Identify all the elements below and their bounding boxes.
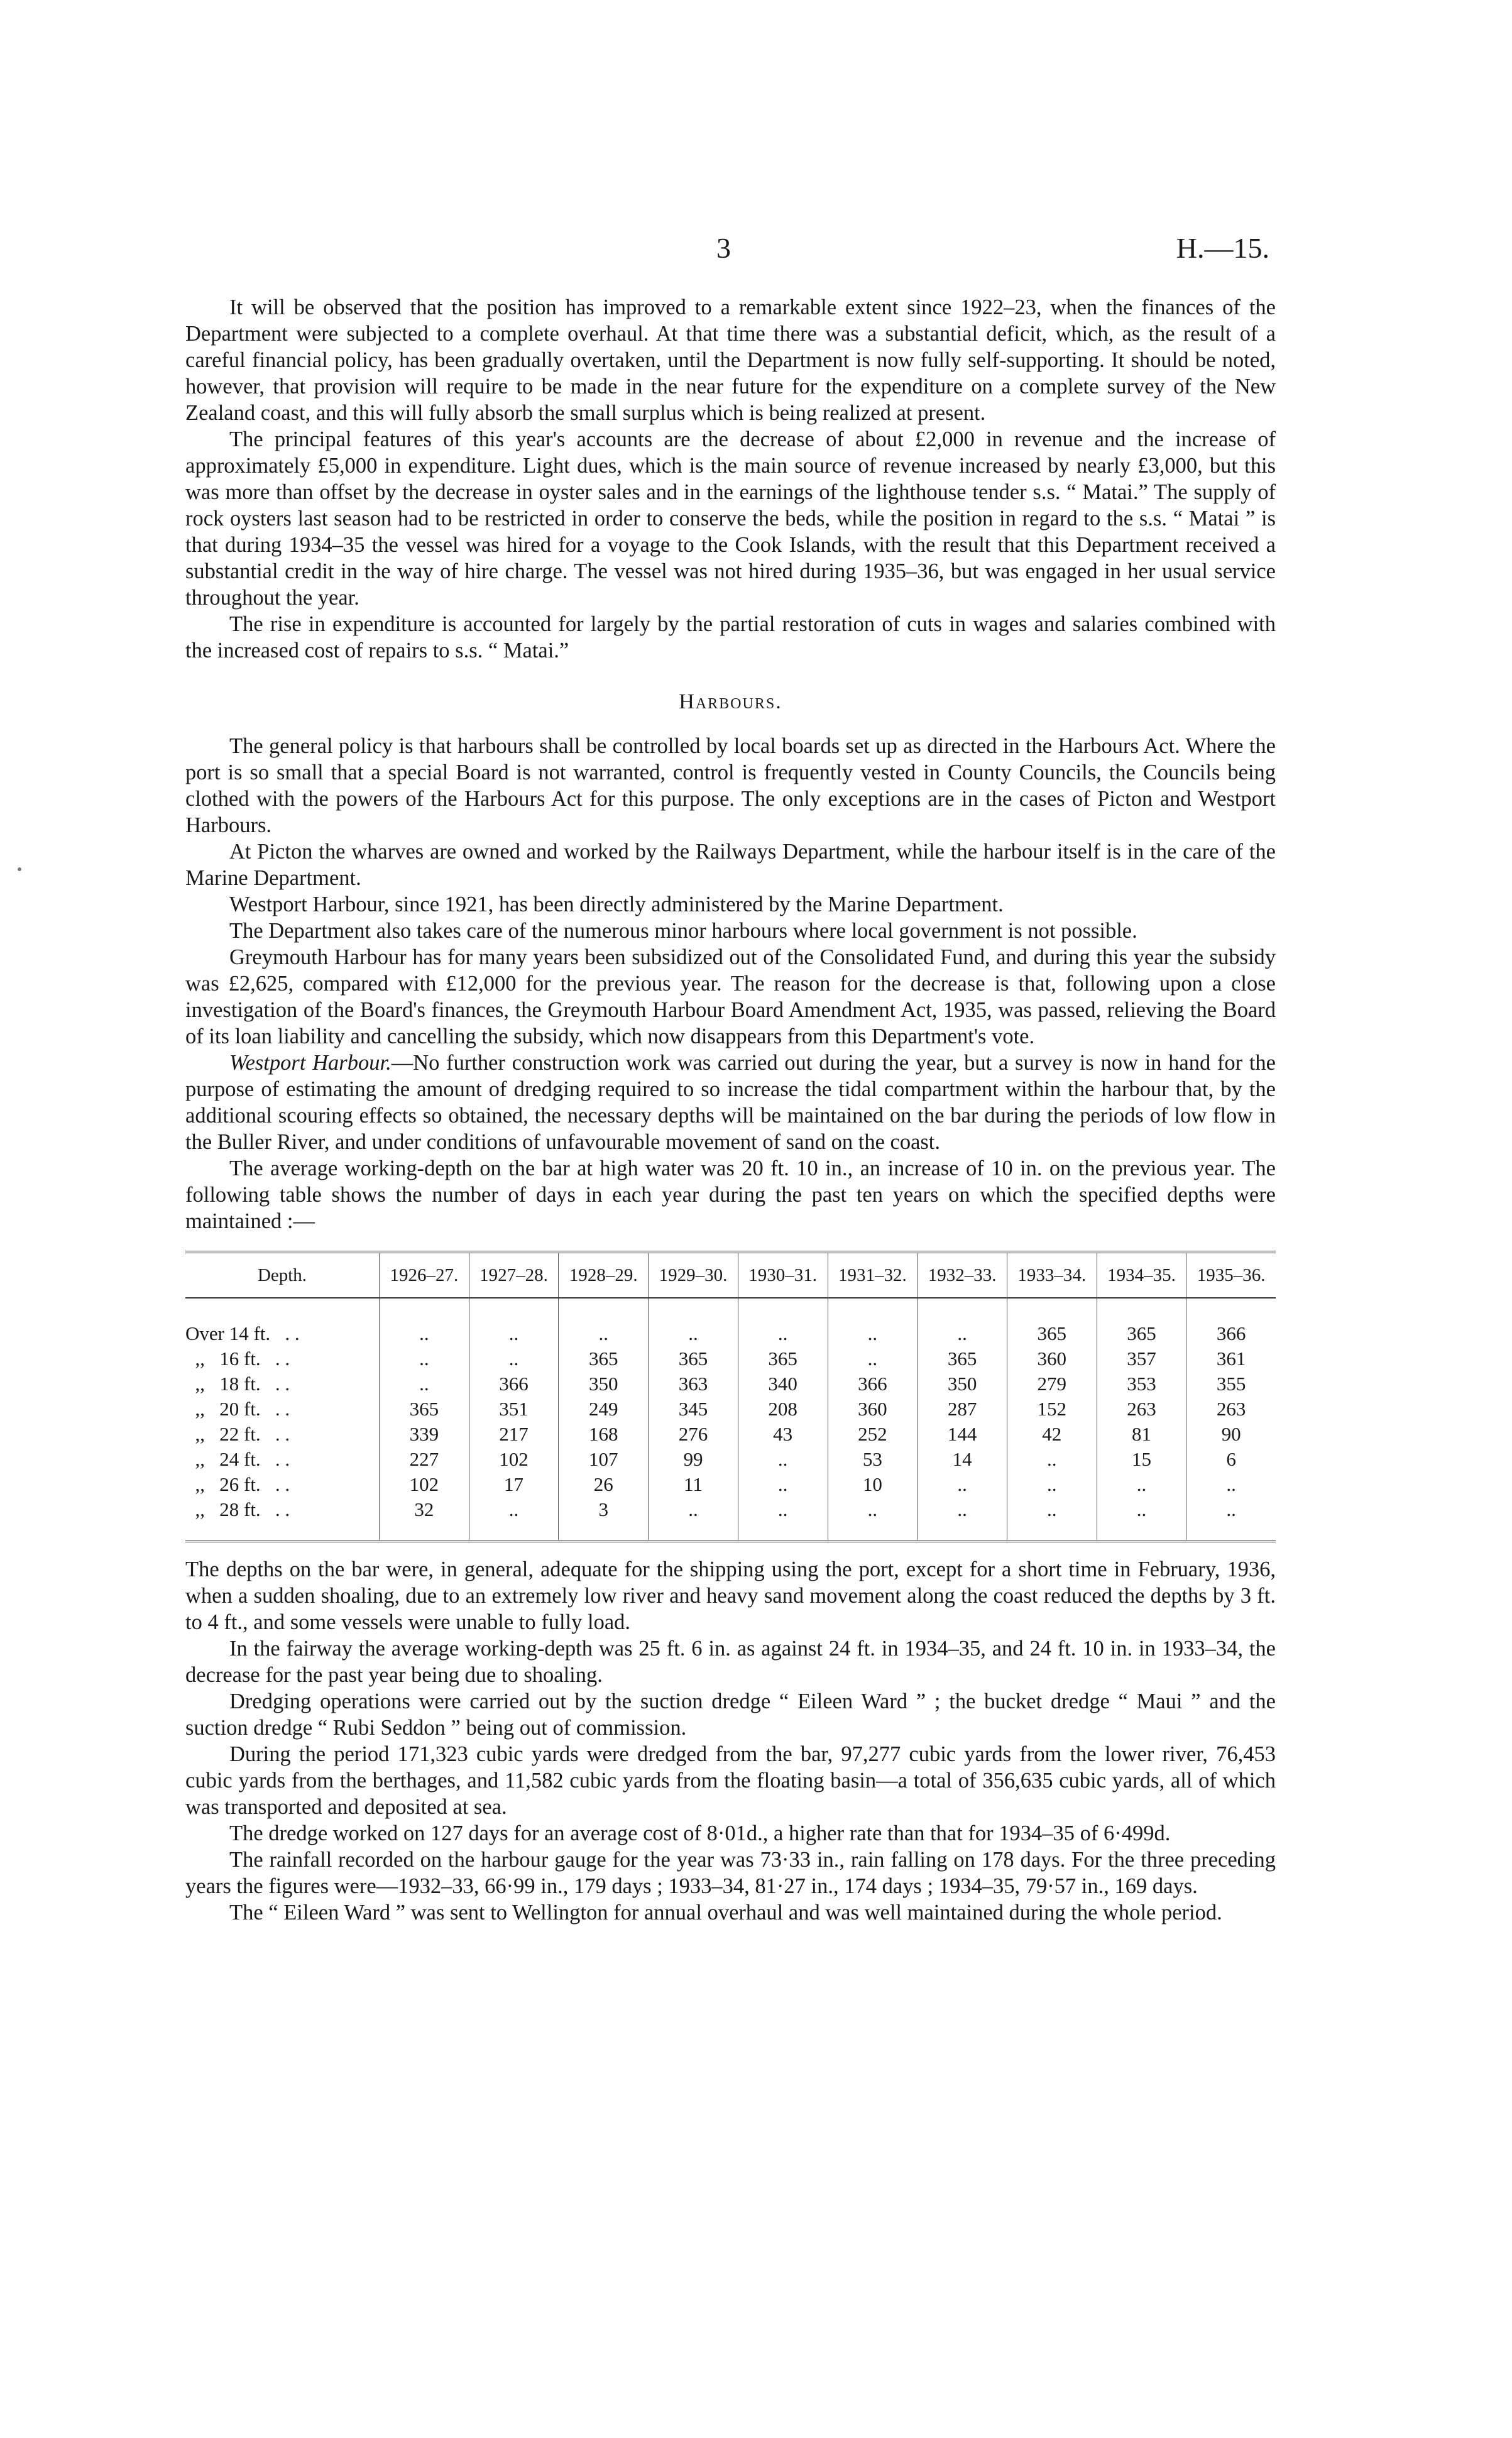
days-cell: .. <box>918 1497 1007 1541</box>
table-row <box>185 1371 1276 1397</box>
days-cell: 53 <box>828 1447 918 1472</box>
depth-label-cell: ,, 20 ft. . . <box>185 1398 290 1420</box>
days-cell: .. <box>380 1346 469 1371</box>
column-header: 1931–32. <box>828 1252 918 1298</box>
westport-lead: Westport Harbour. <box>229 1051 392 1075</box>
post-table-paragraph: During the period 171,323 cubic yards were dredged from the bar, 97,277 cubic yards from the lower river, 76,453 cubic yards from the berthages, and 11,582 cubic yards from the floating basin—a total of 356,635 cubic yards, all of which was transported and deposited at sea. <box>185 1742 1276 1819</box>
depth-label-cell: Over 14 ft. . . <box>185 1322 300 1344</box>
days-cell: 10 <box>828 1472 918 1497</box>
days-cell: .. <box>649 1497 738 1541</box>
days-cell: .. <box>738 1497 828 1541</box>
days-cell: .. <box>469 1346 559 1371</box>
harbours-paragraph: The general policy is that harbours shall be controlled by local boards set up as directed in the Harbours Act. Where the port is so small that a special Board is not warranted, control is frequently vested in County Councils, the Councils being clothed with the powers of the Harbours Act for this purpose. The only exceptions are in the cases of Picton and Westport Harbours. <box>185 734 1276 837</box>
page-body <box>185 294 1276 1926</box>
post-table-paragraph: Dredging operations were carried out by the suction dredge “ Eileen Ward ” ; the bucket dredge “ Maui ” and the suction dredge “ Rubi Seddon ” being out of commission. <box>185 1689 1276 1740</box>
page-header <box>0 231 1512 269</box>
days-cell: 360 <box>1007 1346 1097 1371</box>
days-cell: .. <box>649 1321 738 1346</box>
days-cell: 217 <box>469 1422 559 1447</box>
post-table-paragraph: In the fairway the average working-depth was 25 ft. 6 in. as against 24 ft. in 1934–35, and 24 ft. 10 in. in 1933–34, the decrease for the past year being due to shoaling. <box>185 1637 1276 1687</box>
days-cell: 152 <box>1007 1397 1097 1422</box>
days-cell: .. <box>559 1321 649 1346</box>
days-cell: 81 <box>1097 1422 1186 1447</box>
days-cell: 6 <box>1186 1447 1276 1472</box>
table-row <box>185 1497 1276 1541</box>
depth-label-cell: ,, 22 ft. . . <box>185 1423 290 1445</box>
days-cell: .. <box>1097 1472 1186 1497</box>
days-cell: 276 <box>649 1422 738 1447</box>
days-cell: 102 <box>469 1447 559 1472</box>
table-row <box>185 1397 1276 1422</box>
days-cell: 227 <box>380 1447 469 1472</box>
post-table-paragraph: The “ Eileen Ward ” was sent to Wellington for annual overhaul and was well maintained during the whole period. <box>229 1901 1222 1925</box>
days-cell: .. <box>469 1321 559 1346</box>
harbours-paragraph: Greymouth Harbour has for many years been subsidized out of the Consolidated Fund, and during this year the subsidy was £2,625, compared with £12,000 for the previous year. The reason for the decrease is that, following upon a close investigation of the Board's finances, the Greymouth Harbour Board Amendment Act, 1935, was passed, relieving the Board of its loan liability and cancelling the subsidy, which now disappears from this Department's vote. <box>185 945 1276 1048</box>
post-table-paragraph: The dredge worked on 127 days for an average cost of 8·01d., a higher rate than that for 1934–35 of 6·499d. <box>229 1821 1171 1845</box>
days-cell: 252 <box>828 1422 918 1447</box>
days-cell: .. <box>380 1321 469 1346</box>
westport-text: —No further construction work was carried out during the year, but a survey is now in hand for the purpose of estimating the amount of dredging required to so increase the tidal compartment within the harbour that, by the additional scouring effects so obtained, the necessary depths will be maintained on the bar during the periods of low flow in the Buller River, and under conditions of unfavourable movement of sand on the coast. <box>185 1051 1276 1154</box>
days-cell: 340 <box>738 1371 828 1397</box>
table-header-row <box>185 1252 1276 1298</box>
days-cell: 90 <box>1186 1422 1276 1447</box>
days-cell: 279 <box>1007 1371 1097 1397</box>
days-cell: 26 <box>559 1472 649 1497</box>
days-cell: 365 <box>559 1346 649 1371</box>
harbours-heading: Harbours. <box>679 690 782 713</box>
days-cell: .. <box>380 1371 469 1397</box>
days-cell: 102 <box>380 1472 469 1497</box>
column-header: 1934–35. <box>1097 1252 1186 1298</box>
days-cell: 365 <box>738 1346 828 1371</box>
days-cell: 365 <box>1097 1321 1186 1346</box>
days-cell: .. <box>1007 1447 1097 1472</box>
table-spacer-row <box>185 1298 1276 1321</box>
column-header: Depth. <box>185 1252 380 1298</box>
intro-paragraph: The principal features of this year's accounts are the decrease of about £2,000 in revenue and the increase of approximately £5,000 in expenditure. Light dues, which is the main source of revenue increased by nearly £3,000, but this was more than offset by the decrease in oyster sales and in the earnings of the lighthouse tender s.s. “ Matai.” The supply of rock oysters last season had to be restricted in order to conserve the beds, while the position in regard to the s.s. “ Matai ” is that during 1934–35 the vessel was hired for a voyage to the Cook Islands, with the result that this Department received a substantial credit in the way of hire charge. The vessel was not hired during 1935–36, but was engaged in her usual service throughout the year. <box>185 427 1276 610</box>
days-cell: 360 <box>828 1397 918 1422</box>
days-cell: 14 <box>918 1447 1007 1472</box>
depth-label-cell: ,, 24 ft. . . <box>185 1448 290 1470</box>
days-cell: 350 <box>559 1371 649 1397</box>
table-row <box>185 1321 1276 1346</box>
harbours-paragraph: The Department also takes care of the numerous minor harbours where local government is not possible. <box>229 919 1137 943</box>
days-cell: 339 <box>380 1422 469 1447</box>
days-cell: 361 <box>1186 1346 1276 1371</box>
harbours-paragraph: At Picton the wharves are owned and worked by the Railways Department, while the harbour itself is in the care of the Marine Department. <box>185 840 1276 890</box>
scan-speck <box>18 867 21 871</box>
post-table-paragraph: The rainfall recorded on the harbour gauge for the year was 73·33 in., rain falling on 178 days. For the three preceding years the figures were—1932–33, 66·99 in., 179 days ; 1933–34, 81·27 in., 174 days ; 1934–35, 79·57 in., 169 days. <box>185 1848 1276 1898</box>
days-cell: .. <box>918 1321 1007 1346</box>
days-cell: 99 <box>649 1447 738 1472</box>
table-row <box>185 1346 1276 1371</box>
days-cell: 366 <box>1186 1321 1276 1346</box>
post-table-paragraph: The depths on the bar were, in general, adequate for the shipping using the port, except for a short time in February, 1936, when a sudden shoaling, due to an extremely low river and heavy sand movement along the coast reduced the depths by 3 ft. to 4 ft., and some vessels were unable to fully load. <box>185 1557 1276 1634</box>
days-cell: .. <box>828 1321 918 1346</box>
days-cell: .. <box>1007 1497 1097 1541</box>
days-cell: .. <box>738 1321 828 1346</box>
document-reference: H.—15. <box>1176 232 1269 264</box>
days-cell: 17 <box>469 1472 559 1497</box>
column-header: 1933–34. <box>1007 1252 1097 1298</box>
intro-paragraph: The rise in expenditure is accounted for largely by the partial restoration of cuts in wages and salaries combined with the increased cost of repairs to s.s. “ Matai.” <box>185 612 1276 662</box>
days-cell: 263 <box>1097 1397 1186 1422</box>
days-cell: 365 <box>1007 1321 1097 1346</box>
days-cell: 144 <box>918 1422 1007 1447</box>
days-cell: 353 <box>1097 1371 1186 1397</box>
days-cell: 32 <box>380 1497 469 1541</box>
column-header: 1929–30. <box>649 1252 738 1298</box>
days-cell: 3 <box>559 1497 649 1541</box>
column-header: 1932–33. <box>918 1252 1007 1298</box>
depth-days-table <box>185 1251 1276 1542</box>
days-cell: 107 <box>559 1447 649 1472</box>
table-row <box>185 1472 1276 1497</box>
depth-label-cell: ,, 28 ft. . . <box>185 1498 290 1520</box>
days-cell: 263 <box>1186 1397 1276 1422</box>
days-cell: 366 <box>469 1371 559 1397</box>
days-cell: 11 <box>649 1472 738 1497</box>
harbours-paragraph: Westport Harbour, since 1921, has been directly administered by the Marine Department. <box>229 892 1004 916</box>
column-header: 1928–29. <box>559 1252 649 1298</box>
days-cell: .. <box>738 1472 828 1497</box>
days-cell: 355 <box>1186 1371 1276 1397</box>
days-cell: .. <box>828 1346 918 1371</box>
table-row <box>185 1422 1276 1447</box>
days-cell: 168 <box>559 1422 649 1447</box>
depth-label-cell: ,, 16 ft. . . <box>185 1348 290 1370</box>
column-header: 1935–36. <box>1186 1252 1276 1298</box>
days-cell: .. <box>918 1472 1007 1497</box>
days-cell: 357 <box>1097 1346 1186 1371</box>
pre-table-paragraph: The average working-depth on the bar at high water was 20 ft. 10 in., an increase of 10 in. on the previous year. The following table shows the number of days in each year during the past ten years on which the specified depths were maintained :— <box>185 1156 1276 1233</box>
depth-label-cell: ,, 26 ft. . . <box>185 1473 290 1495</box>
column-header: 1930–31. <box>738 1252 828 1298</box>
days-cell: 208 <box>738 1397 828 1422</box>
days-cell: 350 <box>918 1371 1007 1397</box>
days-cell: .. <box>1186 1472 1276 1497</box>
days-cell: .. <box>738 1447 828 1472</box>
page-number: 3 <box>716 232 731 264</box>
days-cell: 249 <box>559 1397 649 1422</box>
days-cell: 42 <box>1007 1422 1097 1447</box>
westport-paragraph <box>185 1050 1276 1155</box>
days-cell: .. <box>1007 1472 1097 1497</box>
days-cell: 287 <box>918 1397 1007 1422</box>
depth-label-cell: ,, 18 ft. . . <box>185 1373 290 1395</box>
column-header: 1927–28. <box>469 1252 559 1298</box>
intro-paragraph: It will be observed that the position has improved to a remarkable extent since 1922–23, when the finances of the Department were subjected to a complete overhaul. At that time there was a substantial deficit, which, as the result of a careful financial policy, has been gradually overtaken, until the Department is now fully self-supporting. It should be noted, however, that provision will require to be made in the near future for the expenditure on a complete survey of the New Zealand coast, and this will fully absorb the small surplus which is being realized at present. <box>185 295 1276 425</box>
days-cell: 365 <box>649 1346 738 1371</box>
days-cell: 345 <box>649 1397 738 1422</box>
days-cell: .. <box>1097 1497 1186 1541</box>
days-cell: 365 <box>918 1346 1007 1371</box>
days-cell: .. <box>469 1497 559 1541</box>
days-cell: 363 <box>649 1371 738 1397</box>
days-cell: .. <box>1186 1497 1276 1541</box>
days-cell: 43 <box>738 1422 828 1447</box>
days-cell: 15 <box>1097 1447 1186 1472</box>
table-body <box>185 1298 1276 1541</box>
days-cell: 351 <box>469 1397 559 1422</box>
days-cell: .. <box>828 1497 918 1541</box>
days-cell: 365 <box>380 1397 469 1422</box>
days-cell: 366 <box>828 1371 918 1397</box>
table-row <box>185 1447 1276 1472</box>
column-header: 1926–27. <box>380 1252 469 1298</box>
